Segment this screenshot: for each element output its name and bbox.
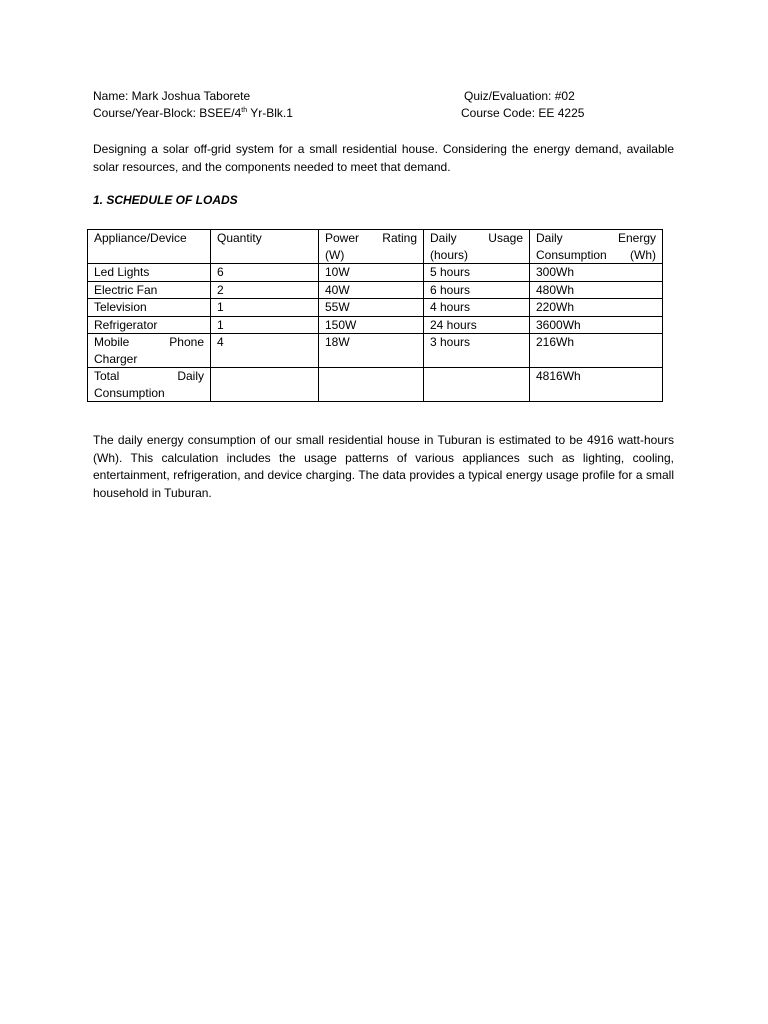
cell-usage: 6 hours — [424, 281, 530, 299]
cell-usage: 5 hours — [424, 264, 530, 282]
table-total-row — [88, 368, 663, 402]
cell-energy: 220Wh — [530, 299, 663, 317]
cell-appliance: Led Lights — [88, 264, 211, 282]
cell-appliance: Refrigerator — [88, 316, 211, 334]
cell-energy: 300Wh — [530, 264, 663, 282]
table-row — [88, 264, 663, 282]
header-appliance: Appliance/Device — [88, 230, 211, 264]
table-row — [88, 299, 663, 317]
header-quantity: Quantity — [211, 230, 319, 264]
total-label: Total Daily Consumption — [88, 368, 211, 402]
cell-power: 18W — [319, 334, 424, 368]
table-header-row — [88, 230, 663, 264]
total-usage-empty — [424, 368, 530, 402]
course-code: Course Code: EE 4225 — [461, 106, 585, 120]
cell-power: 10W — [319, 264, 424, 282]
cell-quantity: 4 — [211, 334, 319, 368]
cell-energy: 216Wh — [530, 334, 663, 368]
cell-quantity: 1 — [211, 316, 319, 334]
cell-power: 150W — [319, 316, 424, 334]
header-daily-usage: Daily Usage (hours) — [424, 230, 530, 264]
course-year-block: Course/Year-Block: BSEE/4th Yr-Blk.1 — [93, 106, 293, 120]
student-name: Name: Mark Joshua Taborete — [93, 89, 251, 103]
section-heading: 1. SCHEDULE OF LOADS — [93, 193, 238, 207]
cell-power: 55W — [319, 299, 424, 317]
quiz-number: Quiz/Evaluation: #02 — [464, 89, 575, 103]
cell-energy: 3600Wh — [530, 316, 663, 334]
cell-appliance: Mobile Phone Charger — [88, 334, 211, 368]
cell-quantity: 1 — [211, 299, 319, 317]
table-row — [88, 316, 663, 334]
cell-appliance: Television — [88, 299, 211, 317]
header-daily-energy: Daily Energy Consumption (Wh) — [530, 230, 663, 264]
table-row — [88, 281, 663, 299]
cell-usage: 4 hours — [424, 299, 530, 317]
total-power-empty — [319, 368, 424, 402]
header-power-rating: Power Rating (W) — [319, 230, 424, 264]
cell-usage: 24 hours — [424, 316, 530, 334]
intro-paragraph: Designing a solar off-grid system for a small residential house. Considering the energy demand, available solar resources, and the components needed to meet that demand. — [93, 142, 674, 174]
cell-energy: 480Wh — [530, 281, 663, 299]
summary-paragraph: The daily energy consumption of our small residential house in Tuburan is estimated to be 4916 watt-hours (Wh). This calculation includes the usage patterns of various appliances such as lighting, cooling, entertainment, refrigeration, and device charging. The data provides a typical energy usage profile for a small household in Tuburan. — [93, 433, 674, 500]
total-quantity-empty — [211, 368, 319, 402]
document-header — [93, 88, 693, 122]
cell-usage: 3 hours — [424, 334, 530, 368]
table-row — [88, 334, 663, 368]
cell-quantity: 2 — [211, 281, 319, 299]
total-energy: 4816Wh — [530, 368, 663, 402]
cell-quantity: 6 — [211, 264, 319, 282]
cell-power: 40W — [319, 281, 424, 299]
schedule-of-loads-table — [87, 229, 663, 402]
cell-appliance: Electric Fan — [88, 281, 211, 299]
